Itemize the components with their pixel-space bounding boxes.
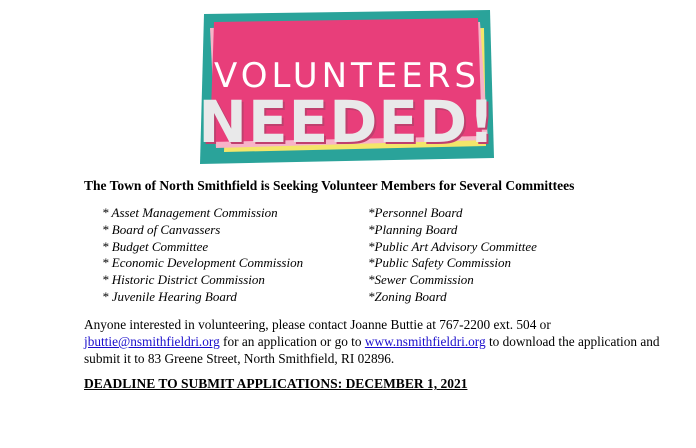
list-item: *Sewer Commission [368,272,474,288]
banner-title-line2: NEEDED! [198,88,496,156]
list-item: * Asset Management Commission [102,205,278,220]
list-item: *Zoning Board [368,288,447,304]
deadline-notice: DEADLINE TO SUBMIT APPLICATIONS: DECEMBER 1, 2021 [84,376,468,391]
list-item: * Budget Committee [102,238,209,254]
list-item: *Planning Board [368,221,458,237]
website-link[interactable]: www.nsmithfieldri.org [364,334,486,349]
list-item: * Juvenile Hearing Board [102,288,237,304]
list-item: * Historic District Commission [102,272,265,288]
committee-list-left [102,205,303,306]
list-item: * Board of Canvassers [102,221,221,237]
page-heading: The Town of North Smithfield is Seeking Volunteer Members for Several Committees [84,178,575,193]
contact-text-3: to download the application and submit it to 83 Greene Street, North Smithfield, RI 02896. [84,334,660,366]
committee-list-right [368,205,537,306]
list-item: *Public Art Advisory Committee [368,238,537,254]
contact-paragraph [84,316,684,367]
email-link[interactable]: jbuttie@nsmithfieldri.org [84,334,220,349]
contact-text-1: Anyone interested in volunteering, please contact Joanne Buttie at 767-2200 ext. 504 or [84,317,551,332]
volunteers-banner [198,8,496,168]
banner-title-line1: VOLUNTEERS [214,56,480,96]
contact-text-2: for an application or go to [219,334,365,349]
list-item: *Public Safety Commission [368,255,511,271]
list-item: * Economic Development Commission [102,255,304,271]
list-item: *Personnel Board [368,205,463,220]
